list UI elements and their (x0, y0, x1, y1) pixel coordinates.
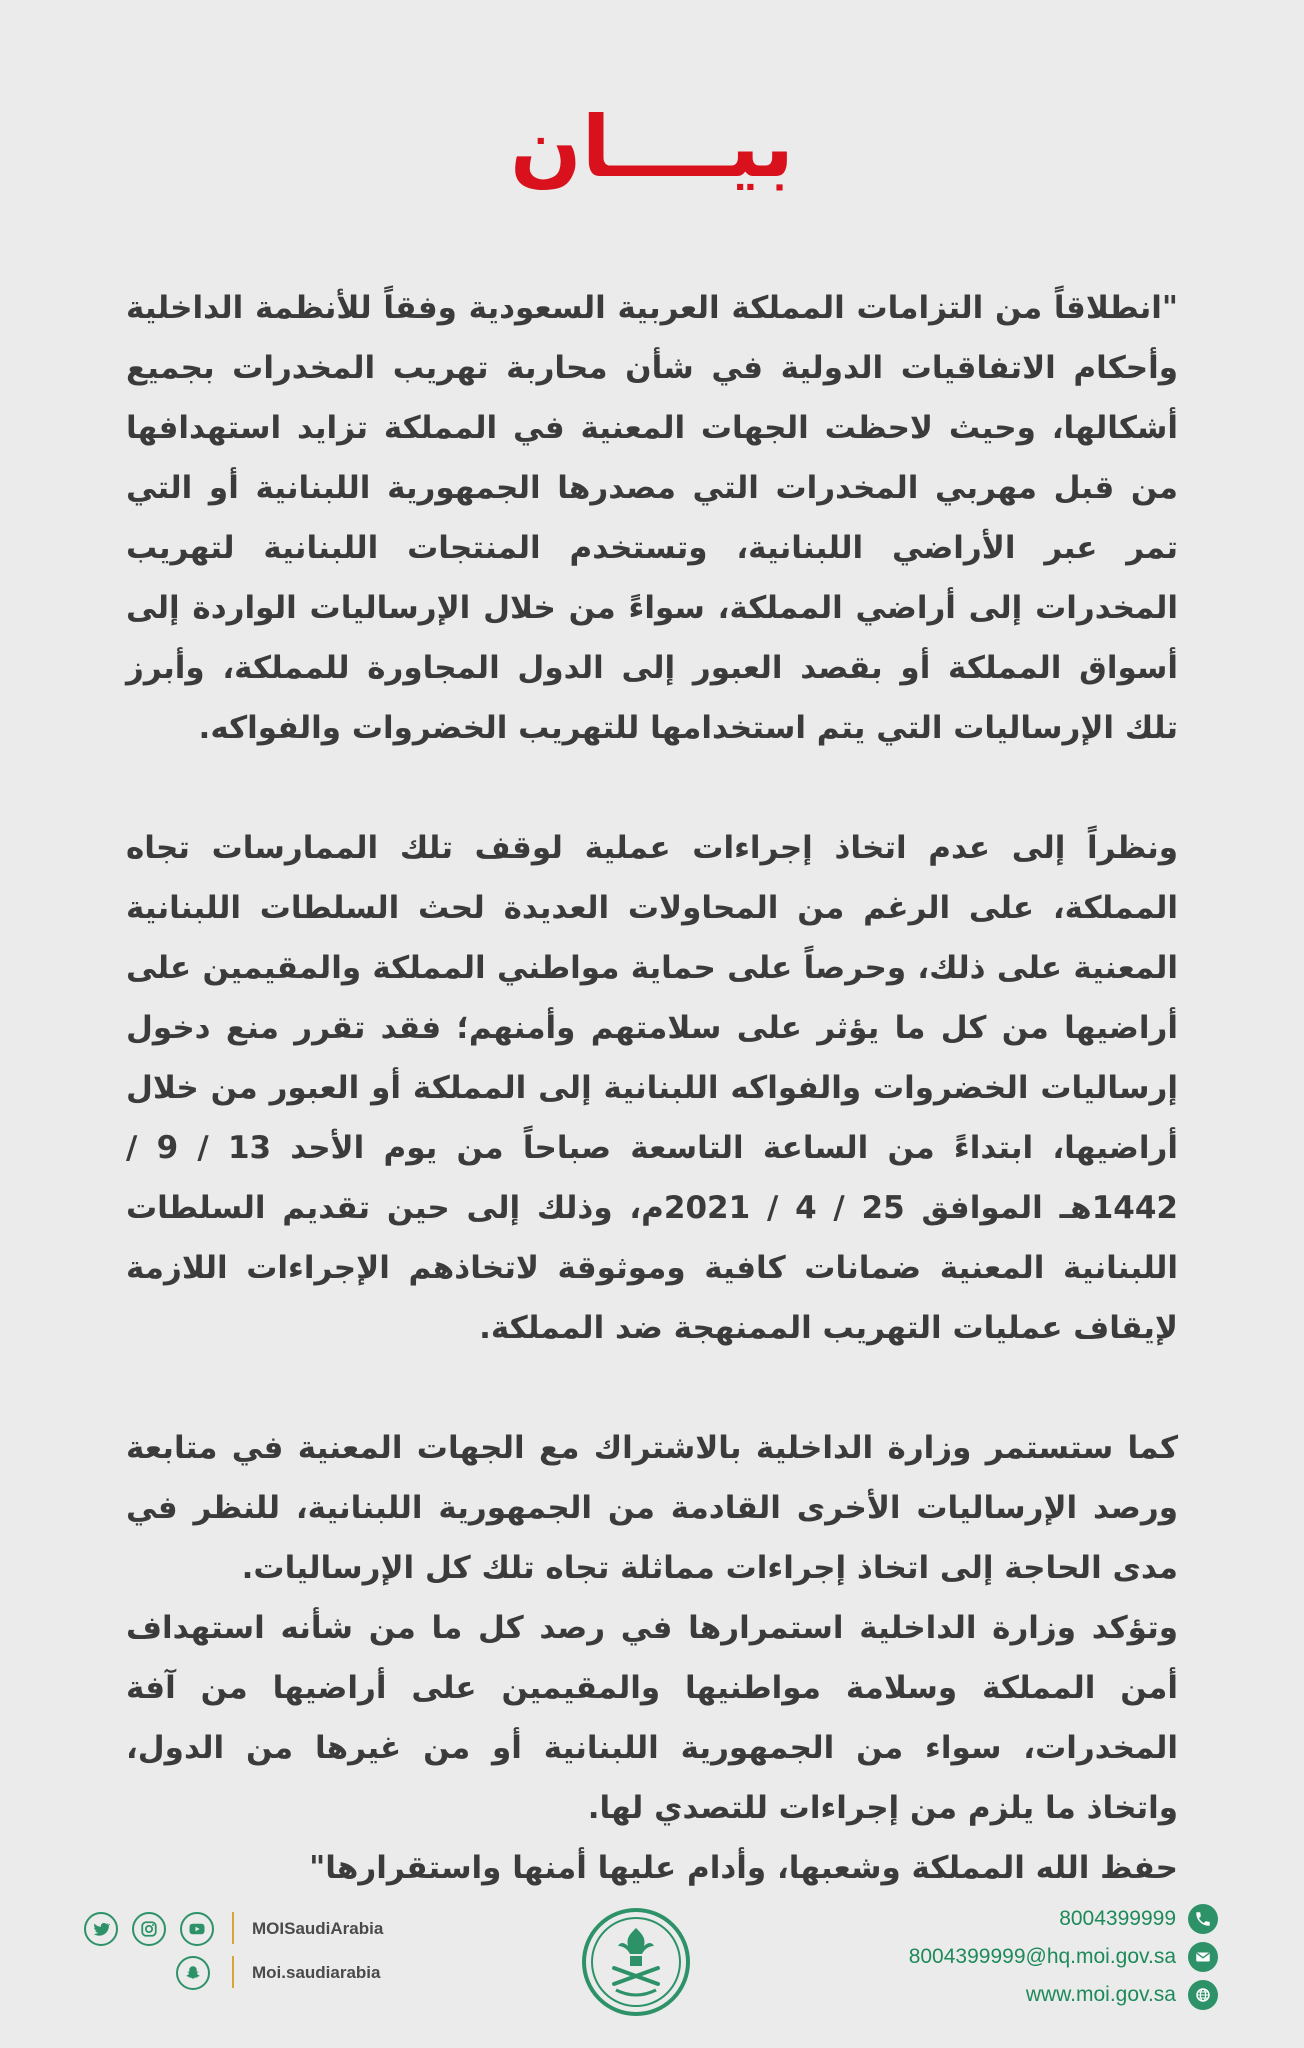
phone-row[interactable] (1059, 1902, 1218, 1936)
phone-icon (1188, 1904, 1218, 1934)
paragraph-3: كما ستستمر وزارة الداخلية بالاشتراك مع الجهات المعنية في متابعة ورصد الإرساليات الأخرى القادمة من الجمهورية اللبنانية، للنظر في مدى الحاجة إلى اتخاذ إجراءات مماثلة تجاه تلك كل الإرساليات. (126, 1430, 1178, 1586)
website-row[interactable] (1026, 1978, 1218, 2012)
ministry-emblem-icon (580, 1906, 692, 2018)
youtube-icon[interactable] (180, 1912, 214, 1946)
statement-body (126, 278, 1178, 1898)
paragraph-2: ونظراً إلى عدم اتخاذ إجراءات عملية لوقف تلك الممارسات تجاه المملكة، على الرغم من المحاولات العديدة لحث السلطات اللبنانية المعنية على ذلك، وحرصاً على حماية مواطني المملكة والمقيمين على أراضيها من كل ما يؤثر على سلامتهم وأمنهم؛ فقد تقرر منع دخول إرساليات الخضروات والفواكه اللبنانية إلى المملكة أو العبور من خلال أراضيها، ابتداءً من الساعة التاسعة صباحاً من يوم الأحد 13 / 9 / 1442هـ الموافق 25 / 4 / 2021م، وذلك إلى حين تقديم السلطات اللبنانية المعنية ضمانات كافية وموثوقة لاتخاذهم الإجراءات اللازمة لإيقاف عمليات التهريب الممنهجة ضد المملكة. (126, 830, 1178, 1346)
email-icon (1188, 1942, 1218, 1972)
paragraph-4: وتؤكد وزارة الداخلية استمرارها في رصد كل ما من شأنه استهداف أمن المملكة وسلامة مواطنيها والمقيمين على أراضيها من آفة المخدرات، سواء من الجمهورية اللبنانية أو من غيرها من الدول، واتخاذ ما يلزم من إجراءات للتصدي لها. (126, 1610, 1178, 1826)
page-title: بيــــان (510, 98, 794, 196)
paragraph-5: حفظ الله المملكة وشعبها، وأدام عليها أمنها واستقرارها" (309, 1850, 1178, 1886)
divider (232, 1956, 234, 1988)
email-address[interactable]: 8004399999@hq.moi.gov.sa (908, 1945, 1176, 1968)
globe-icon (1188, 1980, 1218, 2010)
email-row[interactable] (909, 1940, 1218, 1974)
twitter-icon[interactable] (84, 1912, 118, 1946)
paragraph-1: "انطلاقاً من التزامات المملكة العربية السعودية وفقاً للأنظمة الداخلية وأحكام الاتفاقيات الدولية في شأن محاربة تهريب المخدرات بجميع أشكالها، وحيث لاحظت الجهات المعنية في المملكة تزايد استهدافها من قبل مهربي المخدرات التي مصدرها الجمهورية اللبنانية أو التي تمر عبر الأراضي اللبنانية، وتستخدم المنتجات اللبنانية لتهريب المخدرات إلى أراضي المملكة، سواءً من خلال الإرساليات الواردة إلى أسواق المملكة أو بقصد العبور إلى الدول المجاورة للمملكة، وأبرز تلك الإرساليات التي يتم استخدامها للتهريب الخضروات والفواكه. (126, 290, 1178, 746)
social-icons-row (84, 1912, 214, 1946)
social-handle-2[interactable]: Moi.saudiarabia (252, 1963, 381, 1982)
snapchat-icon[interactable] (176, 1956, 210, 1990)
phone-number[interactable]: 8004399999 (1059, 1907, 1176, 1930)
social-handle-1[interactable]: MOISaudiArabia (252, 1919, 384, 1938)
footer (0, 1890, 1304, 2030)
website-url[interactable]: www.moi.gov.sa (1025, 1983, 1176, 2006)
instagram-icon[interactable] (132, 1912, 166, 1946)
divider (232, 1912, 234, 1944)
social-icons-row-2 (176, 1956, 216, 1990)
